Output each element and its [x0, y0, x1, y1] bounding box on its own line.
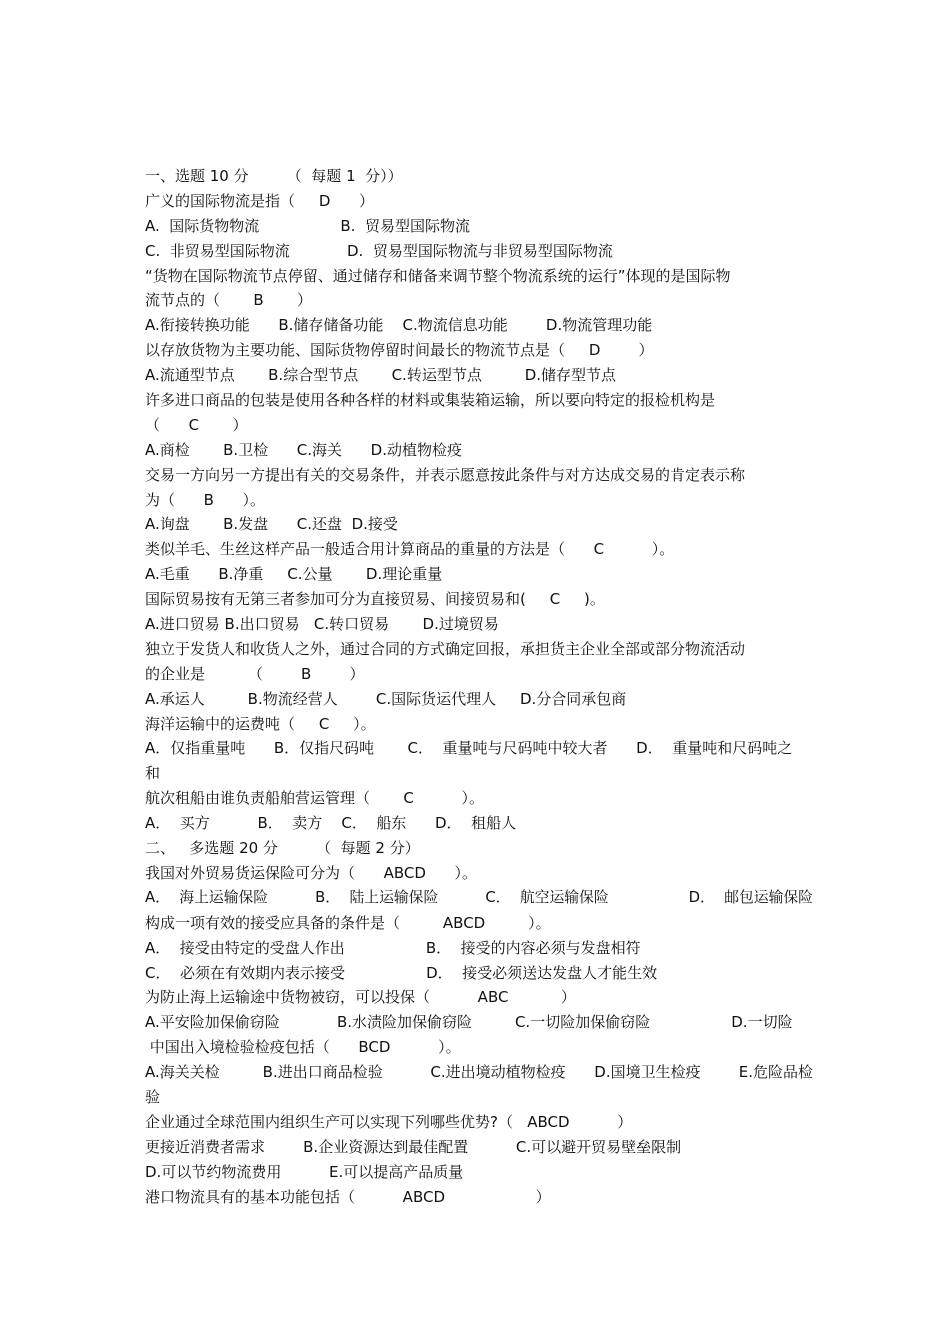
text-line: D.可以节约物流费用 E.可以提高产品质量: [145, 1162, 464, 1181]
text-line: 和: [145, 764, 161, 783]
text-line: A． 海上运输保险 B． 陆上运输保险 C． 航空运输保险 D． 邮包运输保险: [145, 888, 813, 906]
text-line: 一、选题 10 分 （ 每题 1 分））: [145, 167, 403, 185]
text-line: A.流通型节点 B.综合型节点 C.转运型节点 D.储存型节点: [145, 366, 617, 385]
text-line: 验: [145, 1087, 161, 1106]
text-line: A. 国际货物物流 B. 贸易型国际物流: [145, 216, 470, 235]
text-line: 广义的国际物流是指（ D ）: [145, 191, 375, 210]
text-line: 我国对外贸易货运保险可分为（ ABCD ）。: [145, 863, 478, 882]
text-line: A．仅指重量吨 B．仅指尺码吨 C． 重量吨与尺码吨中较大者 D． 重量吨和尺码吨之: [145, 739, 793, 758]
text-line: A． 买方 B． 卖方 C． 船东 D． 租船人: [145, 814, 517, 833]
text-line: 中国出入境检验检疫包括（ BCD ）。: [145, 1038, 461, 1057]
text-line: 企业通过全球范围内组织生产可以实现下列哪些优势?（ ABCD ）: [145, 1112, 633, 1131]
text-line: A.商检 B.卫检 C.海关 D.动植物检疫: [145, 440, 462, 459]
text-line: 为防止海上运输途中货物被窃，可以投保（ ABC ）: [145, 988, 576, 1007]
text-line: 更接近消费者需求 B.企业资源达到最佳配置 C.可以避开贸易壁垒限制: [145, 1137, 682, 1156]
text-line: 的企业是 （ B ）: [145, 664, 365, 683]
text-line: 以存放货物为主要功能、国际货物停留时间最长的物流节点是（ D ）: [145, 341, 654, 360]
text-line: 独立于发货人和收货人之外，通过合同的方式确定回报，承担货主企业全部或部分物流活动: [145, 639, 746, 658]
text-line: 海洋运输中的运费吨（ C ）。: [145, 714, 376, 733]
text-line: A.询盘 B.发盘 C.还盘 D.接受: [145, 515, 398, 534]
text-line: A.衔接转换功能 B.储存储备功能 C.物流信息功能 D.物流管理功能: [145, 316, 653, 335]
text-line: 二、 多选题 20 分 （ 每题 2 分）: [145, 839, 420, 858]
document-body: [145, 164, 813, 1209]
text-line: 交易一方向另一方提出有关的交易条件，并表示愿意按此条件与对方达成交易的肯定表示称: [145, 465, 746, 484]
text-line: 许多进口商品的包装是使用各种各样的材料或集装箱运输，所以要向特定的报检机构是: [145, 391, 716, 410]
text-line: A． 接受由特定的受盘人作出 B． 接受的内容必须与发盘相符: [145, 938, 641, 957]
text-line: （ C ）: [145, 415, 248, 434]
text-line: A.进口贸易 B.出口贸易 C.转口贸易 D.过境贸易: [145, 615, 499, 634]
text-line: A.海关关检 B.进出口商品检验 C.进出境动植物检疫 D.国境卫生检疫 E.危险品检: [145, 1063, 813, 1082]
text-line: 国际贸易按有无第三者参加可分为直接贸易、间接贸易和( C )。: [145, 590, 605, 609]
text-line: 港口物流具有的基本功能包括（ ABCD ）: [145, 1187, 551, 1206]
text-line: A.承运人 B.物流经营人 C.国际货运代理人 D.分合同承包商: [145, 689, 627, 708]
text-line: “货物在国际物流节点停留、通过储存和储备来调节整个物流系统的运行”体现的是国际物: [145, 266, 731, 285]
text-line: 为（ B ）。: [145, 490, 266, 509]
text-line: C. 非贸易型国际物流 D. 贸易型国际物流与非贸易型国际物流: [145, 241, 613, 260]
text-line: 航次租船由谁负责船舶营运管理（ C ）。: [145, 789, 485, 808]
text-line: A.毛重 B.净重 C.公量 D.理论重量: [145, 565, 443, 584]
text-line: 类似羊毛、生丝这样产品一般适合用计算商品的重量的方法是（ C ）。: [145, 540, 675, 559]
text-line: C． 必须在有效期内表示接受 D． 接受必须送达发盘人才能生效: [145, 963, 658, 982]
text-line: 构成一项有效的接受应具备的条件是（ ABCD ）。: [145, 913, 551, 932]
text-line: A.平安险加保偷窃险 B.水渍险加保偷窃险 C.一切险加保偷窃险 D.一切险: [145, 1013, 793, 1032]
text-line: 流节点的（ B ）: [145, 291, 313, 310]
